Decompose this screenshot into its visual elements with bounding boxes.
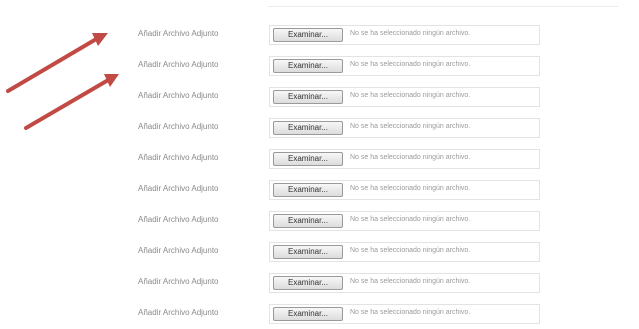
file-status-text: No se ha seleccionado ningún archivo. [350, 123, 471, 130]
attachment-label: Añadir Archivo Adjunto [138, 122, 219, 131]
browse-button[interactable]: Examinar... [273, 183, 343, 197]
file-status-text: No se ha seleccionado ningún archivo. [350, 185, 471, 192]
browse-button[interactable]: Examinar... [273, 307, 343, 321]
attachment-label: Añadir Archivo Adjunto [138, 91, 219, 100]
arrow-icon [8, 33, 108, 91]
file-status-text: No se ha seleccionado ningún archivo. [350, 309, 471, 316]
attachment-label: Añadir Archivo Adjunto [138, 29, 219, 38]
attachment-label: Añadir Archivo Adjunto [138, 308, 219, 317]
file-status-text: No se ha seleccionado ningún archivo. [350, 92, 471, 99]
attachment-label: Añadir Archivo Adjunto [138, 60, 219, 69]
attachment-label: Añadir Archivo Adjunto [138, 277, 219, 286]
file-status-text: No se ha seleccionado ningún archivo. [350, 154, 471, 161]
browse-button[interactable]: Examinar... [273, 28, 343, 42]
attachment-label: Añadir Archivo Adjunto [138, 153, 219, 162]
file-status-text: No se ha seleccionado ningún archivo. [350, 61, 471, 68]
browse-button[interactable]: Examinar... [273, 59, 343, 73]
browse-button[interactable]: Examinar... [273, 121, 343, 135]
attachment-label: Añadir Archivo Adjunto [138, 184, 219, 193]
browse-button[interactable]: Examinar... [273, 90, 343, 104]
attachment-label: Añadir Archivo Adjunto [138, 215, 219, 224]
browse-button[interactable]: Examinar... [273, 214, 343, 228]
browse-button[interactable]: Examinar... [273, 276, 343, 290]
attachment-label: Añadir Archivo Adjunto [138, 246, 219, 255]
arrow-icon [26, 74, 119, 128]
browse-button[interactable]: Examinar... [273, 152, 343, 166]
file-status-text: No se ha seleccionado ningún archivo. [350, 247, 471, 254]
file-status-text: No se ha seleccionado ningún archivo. [350, 30, 471, 37]
file-status-text: No se ha seleccionado ningún archivo. [350, 278, 471, 285]
browse-button[interactable]: Examinar... [273, 245, 343, 259]
file-status-text: No se ha seleccionado ningún archivo. [350, 216, 471, 223]
